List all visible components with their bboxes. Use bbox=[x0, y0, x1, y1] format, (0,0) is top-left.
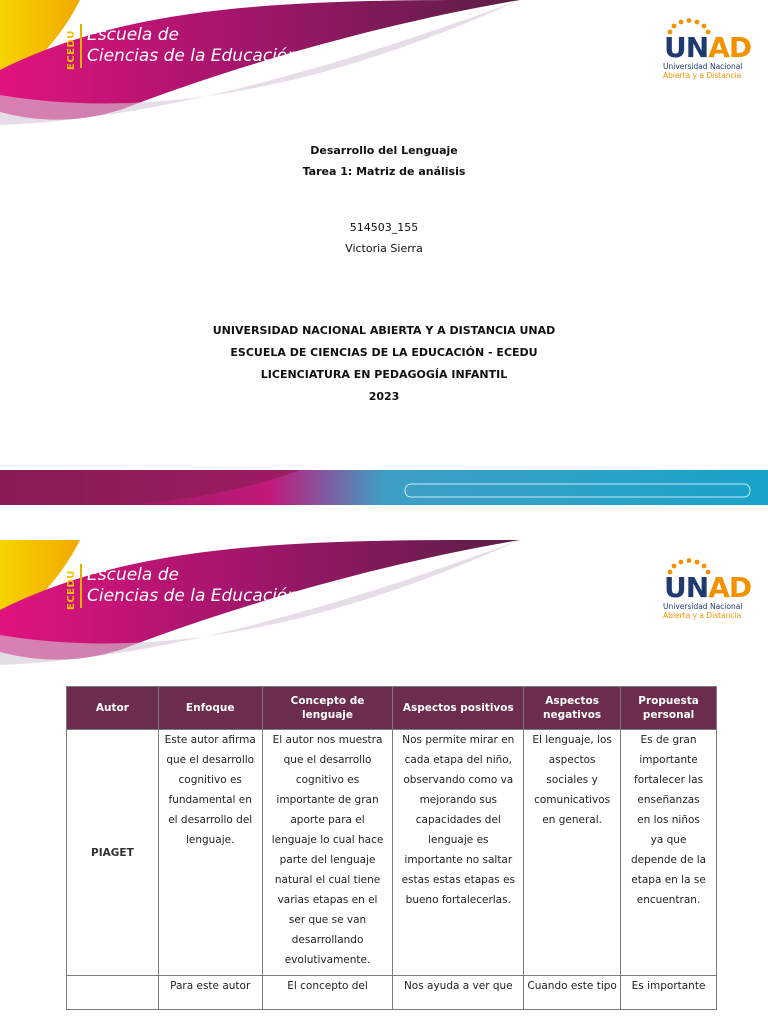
page-gap bbox=[0, 505, 768, 540]
cell-text-line: capacidades del bbox=[415, 814, 501, 826]
program-name: LICENCIATURA EN PEDAGOGÍA INFANTIL bbox=[260, 368, 508, 381]
cell-text-line: fundamental en bbox=[168, 794, 252, 806]
ecedu-vertical-label: ECEDU bbox=[66, 30, 77, 70]
institution-name: UNIVERSIDAD NACIONAL ABIERTA Y A DISTANCIA UNAD bbox=[212, 324, 556, 337]
logo-wordmark: UNAD bbox=[664, 571, 752, 604]
cell-propuesta bbox=[621, 976, 717, 1010]
course-title: Desarrollo del Lenguaje bbox=[310, 144, 458, 157]
cell-text-line: Este autor afirma bbox=[164, 734, 256, 746]
logo-wordmark: UNAD bbox=[664, 31, 752, 64]
cell-text-line: sociales y bbox=[546, 774, 598, 786]
cell-text-line: fortalecer las bbox=[634, 774, 704, 786]
cell-text-line: Para este autor bbox=[170, 980, 251, 992]
faculty-line2: Ciencias de la Educación bbox=[87, 586, 299, 606]
header-positivos: Aspectos positivos bbox=[393, 687, 524, 730]
cell-text-line: varias etapas en el bbox=[277, 894, 378, 906]
cell-text-line: Es importante bbox=[631, 980, 706, 992]
cell-positivos bbox=[393, 730, 524, 976]
logo-subtitle-2: Abierta y a Distancia bbox=[663, 71, 742, 80]
cell-text-line: importante de gran bbox=[276, 794, 379, 806]
cell-text-line: bueno fortalecerlas. bbox=[405, 894, 511, 906]
cell-text-line: Nos ayuda a ver que bbox=[403, 980, 513, 992]
ecedu-vertical-label: ECEDU bbox=[66, 570, 77, 610]
cell-text-line: ser que se van bbox=[288, 914, 367, 926]
logo-subtitle-1: Universidad Nacional bbox=[663, 62, 743, 71]
cell-negativos bbox=[524, 730, 621, 976]
cell-propuesta bbox=[621, 730, 717, 976]
task-title: Tarea 1: Matriz de análisis bbox=[302, 165, 466, 178]
cell-text-line: lenguaje lo cual hace bbox=[271, 834, 384, 846]
cell-enfoque bbox=[158, 976, 262, 1010]
cell-text-line: estas estas etapas es bbox=[401, 874, 516, 886]
cell-text-line: evolutivamente. bbox=[284, 954, 371, 966]
cell-text-line: cognitivo es bbox=[295, 774, 360, 786]
table-row bbox=[67, 976, 717, 1010]
cell-text-line: desarrollando bbox=[291, 934, 364, 946]
analysis-matrix-table bbox=[66, 686, 717, 1010]
cell-text-line: depende de la bbox=[630, 854, 707, 866]
faculty-line1: Escuela de bbox=[87, 565, 179, 585]
cell-text-line: lenguaje. bbox=[185, 834, 235, 846]
cell-text-line: etapa en la se bbox=[631, 874, 706, 886]
matrix-page bbox=[0, 540, 768, 1024]
header-concepto: Concepto de lenguaje bbox=[262, 687, 393, 730]
footer-band bbox=[0, 470, 768, 505]
cell-text-line: cada etapa del niño, bbox=[404, 754, 513, 766]
cell-concepto bbox=[262, 730, 393, 976]
cell-text-line: El concepto del bbox=[287, 980, 368, 992]
course-code: 514503_155 bbox=[349, 221, 419, 234]
header-propuesta: Propuesta personal bbox=[621, 687, 717, 730]
cell-concepto bbox=[262, 976, 393, 1010]
logo-subtitle-1: Universidad Nacional bbox=[663, 602, 743, 611]
cell-text-line: cognitivo es bbox=[178, 774, 242, 786]
cell-text-line: importante bbox=[639, 754, 698, 766]
cell-text-line: el desarrollo del bbox=[168, 814, 253, 826]
cell-text-line: enseñanzas bbox=[637, 794, 700, 806]
school-name: ESCUELA DE CIENCIAS DE LA EDUCACIÓN - ECEDU bbox=[230, 346, 538, 359]
logo-subtitle-2: Abierta y a Distancia bbox=[663, 611, 742, 620]
header-autor: Autor bbox=[67, 687, 159, 730]
year: 2023 bbox=[368, 390, 400, 403]
cell-text-line: El lenguaje, los bbox=[532, 734, 612, 746]
cell-text-line: Nos permite mirar en bbox=[402, 734, 515, 746]
brand-divider bbox=[80, 564, 82, 608]
cell-text-line: Es de gran bbox=[640, 734, 697, 746]
cell-text-line: lenguaje es bbox=[428, 834, 489, 846]
cell-text-line: El autor nos muestra bbox=[272, 734, 383, 746]
header-enfoque: Enfoque bbox=[158, 687, 262, 730]
cell-positivos bbox=[393, 976, 524, 1010]
cell-text-line: aporte para el bbox=[290, 814, 365, 826]
cell-text-line: ya que bbox=[650, 834, 687, 846]
cell-enfoque bbox=[158, 730, 262, 976]
cell-text-line: observando como va bbox=[403, 774, 514, 786]
cell-text-line: en los niños bbox=[637, 814, 700, 826]
brand-divider bbox=[80, 24, 82, 68]
table-header-row bbox=[67, 687, 717, 730]
cell-text-line: Cuando este tipo bbox=[527, 980, 617, 992]
cell-text-line: aspectos bbox=[548, 754, 596, 766]
header-negativos: Aspectos negativos bbox=[524, 687, 621, 730]
unad-logo bbox=[660, 558, 750, 620]
faculty-line2: Ciencias de la Educación bbox=[87, 46, 299, 66]
cell-text-line: parte del lenguaje bbox=[279, 854, 376, 866]
cell-text-line: que el desarrollo bbox=[283, 754, 372, 766]
cover-page bbox=[0, 0, 768, 505]
faculty-line1: Escuela de bbox=[87, 25, 179, 45]
cell-text-line: natural el cual tiene bbox=[274, 874, 381, 886]
cell-text-line: comunicativos bbox=[534, 794, 611, 806]
student-name: Victoria Sierra bbox=[345, 242, 423, 255]
table-row bbox=[67, 730, 717, 976]
unad-logo bbox=[660, 18, 750, 80]
cell-text-line: que el desarrollo bbox=[166, 754, 255, 766]
cell-text-line: en general. bbox=[542, 814, 602, 826]
cell-autor: PIAGET bbox=[67, 730, 159, 976]
cell-text-line: mejorando sus bbox=[419, 794, 498, 806]
cell-autor bbox=[67, 976, 159, 1010]
cell-negativos bbox=[524, 976, 621, 1010]
cell-text-line: encuentran. bbox=[636, 894, 701, 906]
cell-text-line: importante no saltar bbox=[404, 854, 513, 866]
